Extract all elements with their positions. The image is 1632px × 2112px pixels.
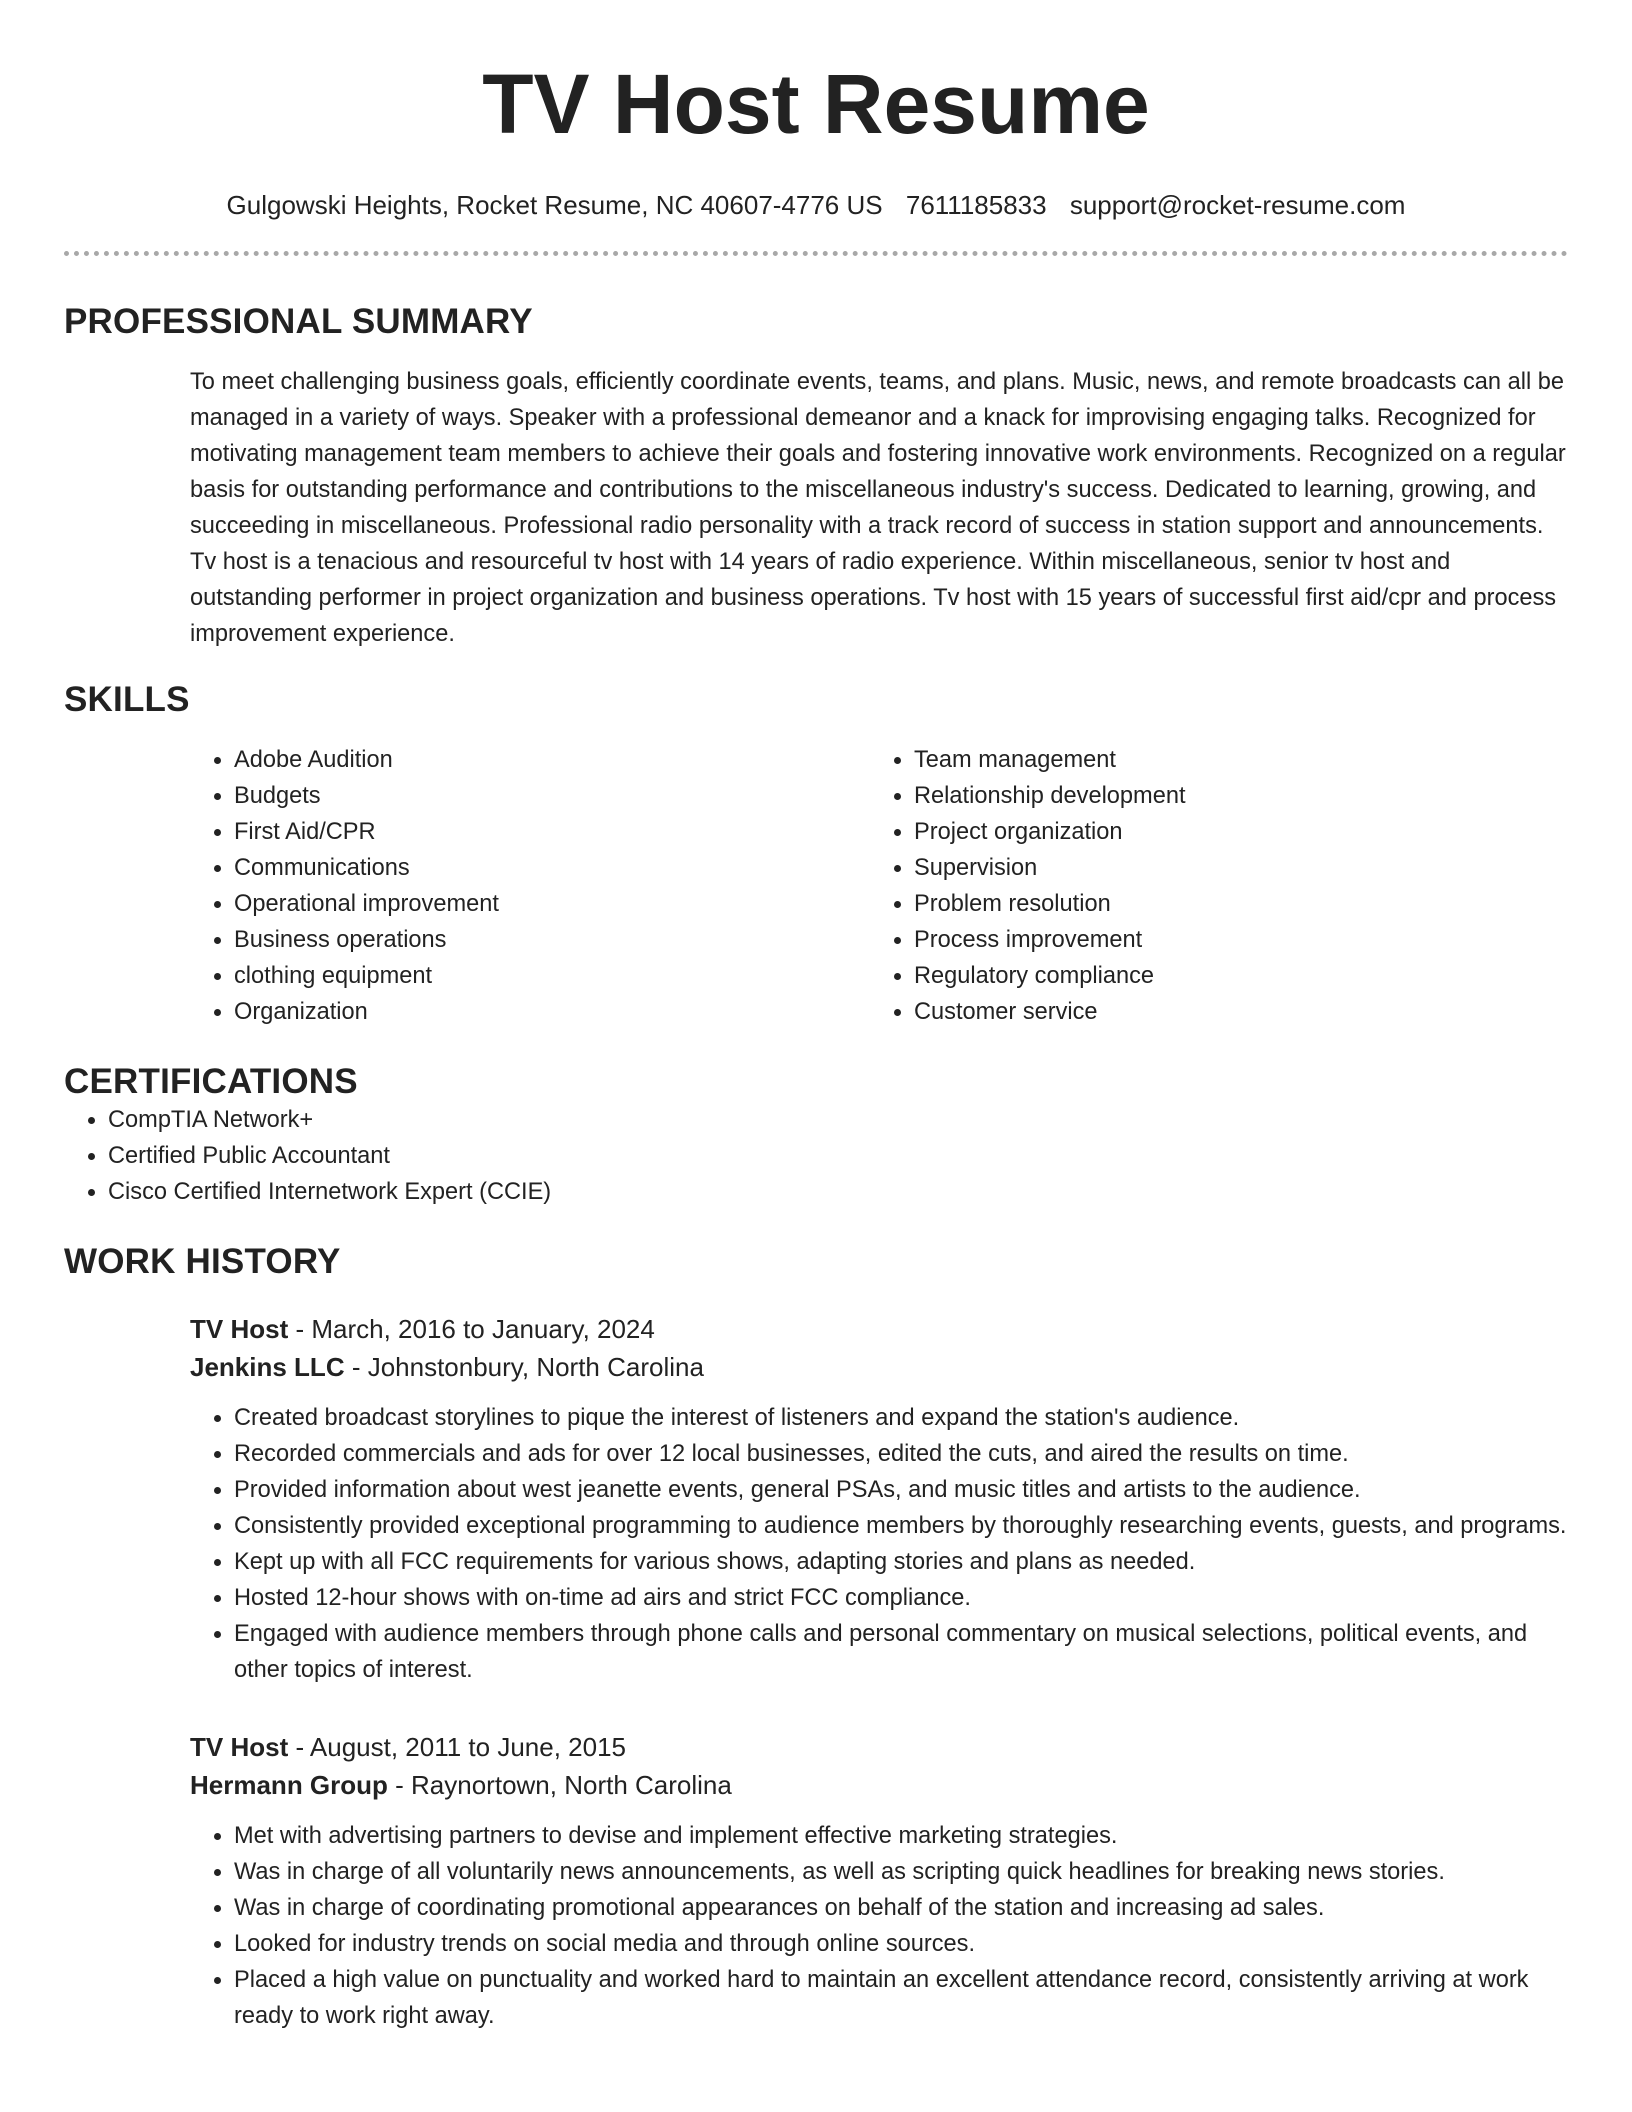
job-bullet: • Hosted 12-hour shows with on-time ad airs and strict FCC compliance. bbox=[234, 1580, 1568, 1616]
job-bullet: • Placed a high value on punctuality and worked hard to maintain an excellent attendance record, consistently arriving at work ready to work right away. bbox=[234, 1962, 1568, 2034]
job-company-line bbox=[190, 1348, 1568, 1386]
contact-line bbox=[64, 190, 1568, 221]
certification-item: • Cisco Certified Internetwork Expert (CCIE) bbox=[108, 1174, 1568, 1210]
skills-left-list bbox=[190, 742, 870, 1030]
skill-item: • Supervision bbox=[914, 850, 1550, 886]
skill-item: • Process improvement bbox=[914, 922, 1550, 958]
skill-item: • Adobe Audition bbox=[234, 742, 870, 778]
job-bullet: • Consistently provided exceptional programming to audience members by thoroughly researching events, guests, and programs. bbox=[234, 1508, 1568, 1544]
job-dates: - August, 2011 to June, 2015 bbox=[288, 1732, 627, 1762]
job-bullet: • Was in charge of coordinating promotional appearances on behalf of the station and increasing ad sales. bbox=[234, 1890, 1568, 1926]
certification-item: • CompTIA Network+ bbox=[108, 1102, 1568, 1138]
skill-item: • First Aid/CPR bbox=[234, 814, 870, 850]
skill-item: • Budgets bbox=[234, 778, 870, 814]
job-company-line bbox=[190, 1766, 1568, 1804]
contact-address: Gulgowski Heights, Rocket Resume, NC 40607-4776 US bbox=[226, 190, 883, 220]
contact-phone: 7611185833 bbox=[905, 190, 1047, 220]
skill-item: • Customer service bbox=[914, 994, 1550, 1030]
job-title-line bbox=[190, 1728, 1568, 1766]
skills-right-list bbox=[870, 742, 1550, 1030]
skill-item: • Operational improvement bbox=[234, 886, 870, 922]
certifications-list bbox=[64, 1102, 1568, 1210]
job-bullet: • Met with advertising partners to devise and implement effective marketing strategies. bbox=[234, 1818, 1568, 1854]
work-history-heading: WORK HISTORY bbox=[64, 1242, 341, 1281]
work-history-section bbox=[64, 1242, 1568, 2034]
skill-item: • Team management bbox=[914, 742, 1550, 778]
page-title: TV Host Resume bbox=[482, 57, 1150, 151]
summary-text: To meet challenging business goals, efficiently coordinate events, teams, and plans. Music, news, and remote broadcasts can all be managed in a variety of ways. Speaker with a professional demeanor and a knack for improvising engaging talks. Recognized for motivating management team members to achieve their goals and fostering innovative work environments. Recognized on a regular basis for outstanding performance and contributions to the miscellaneous industry's success. Dedicated to learning, growing, and succeeding in miscellaneous. Professional radio personality with a track record of success in station support and announcements. Tv host is a tenacious and resourceful tv host with 14 years of radio experience. Within miscellaneous, senior tv host and outstanding performer in project organization and business operations. Tv host with 15 years of successful first aid/cpr and process improvement experience. bbox=[190, 369, 1566, 647]
certifications-section bbox=[64, 1062, 1568, 1210]
job-bullet: • Provided information about west jeanette events, general PSAs, and music titles and artists to the audience. bbox=[234, 1472, 1568, 1508]
contact-email: support@rocket-resume.com bbox=[1069, 190, 1406, 220]
job-title-line bbox=[190, 1310, 1568, 1348]
summary-heading: PROFESSIONAL SUMMARY bbox=[64, 302, 533, 341]
job-location: - Raynortown, North Carolina bbox=[387, 1770, 732, 1800]
job-location: - Johnstonbury, North Carolina bbox=[344, 1352, 704, 1382]
job-entry bbox=[190, 1728, 1568, 2034]
skills-columns bbox=[190, 742, 1568, 1030]
job-bullets bbox=[190, 1818, 1568, 2034]
job-company: Jenkins LLC bbox=[190, 1352, 345, 1382]
job-bullet: • Was in charge of all voluntarily news announcements, as well as scripting quick headlines for breaking news stories. bbox=[234, 1854, 1568, 1890]
job-bullet: • Created broadcast storylines to pique the interest of listeners and expand the station's audience. bbox=[234, 1400, 1568, 1436]
job-bullets bbox=[190, 1400, 1568, 1688]
job-bullet: • Engaged with audience members through phone calls and personal commentary on musical selections, political events, and other topics of interest. bbox=[234, 1616, 1568, 1688]
job-title: TV Host bbox=[190, 1314, 289, 1344]
job-entry bbox=[190, 1310, 1568, 1688]
certifications-heading: CERTIFICATIONS bbox=[64, 1062, 358, 1101]
skill-item: • Problem resolution bbox=[914, 886, 1550, 922]
skill-item: • clothing equipment bbox=[234, 958, 870, 994]
skill-item: • Regulatory compliance bbox=[914, 958, 1550, 994]
job-bullet: • Kept up with all FCC requirements for various shows, adapting stories and plans as needed. bbox=[234, 1544, 1568, 1580]
job-title: TV Host bbox=[190, 1732, 289, 1762]
header-divider bbox=[64, 251, 1568, 256]
certification-item: • Certified Public Accountant bbox=[108, 1138, 1568, 1174]
skill-item: • Communications bbox=[234, 850, 870, 886]
job-dates: - March, 2016 to January, 2024 bbox=[288, 1314, 655, 1344]
skills-heading: SKILLS bbox=[64, 680, 190, 719]
job-company: Hermann Group bbox=[190, 1770, 388, 1800]
skill-item: • Business operations bbox=[234, 922, 870, 958]
skills-section bbox=[64, 680, 1568, 1030]
job-bullet: • Recorded commercials and ads for over 12 local businesses, edited the cuts, and aired the results on time. bbox=[234, 1436, 1568, 1472]
skill-item: • Organization bbox=[234, 994, 870, 1030]
skill-item: • Project organization bbox=[914, 814, 1550, 850]
skill-item: • Relationship development bbox=[914, 778, 1550, 814]
job-bullet: • Looked for industry trends on social media and through online sources. bbox=[234, 1926, 1568, 1962]
summary-section bbox=[64, 302, 1568, 652]
